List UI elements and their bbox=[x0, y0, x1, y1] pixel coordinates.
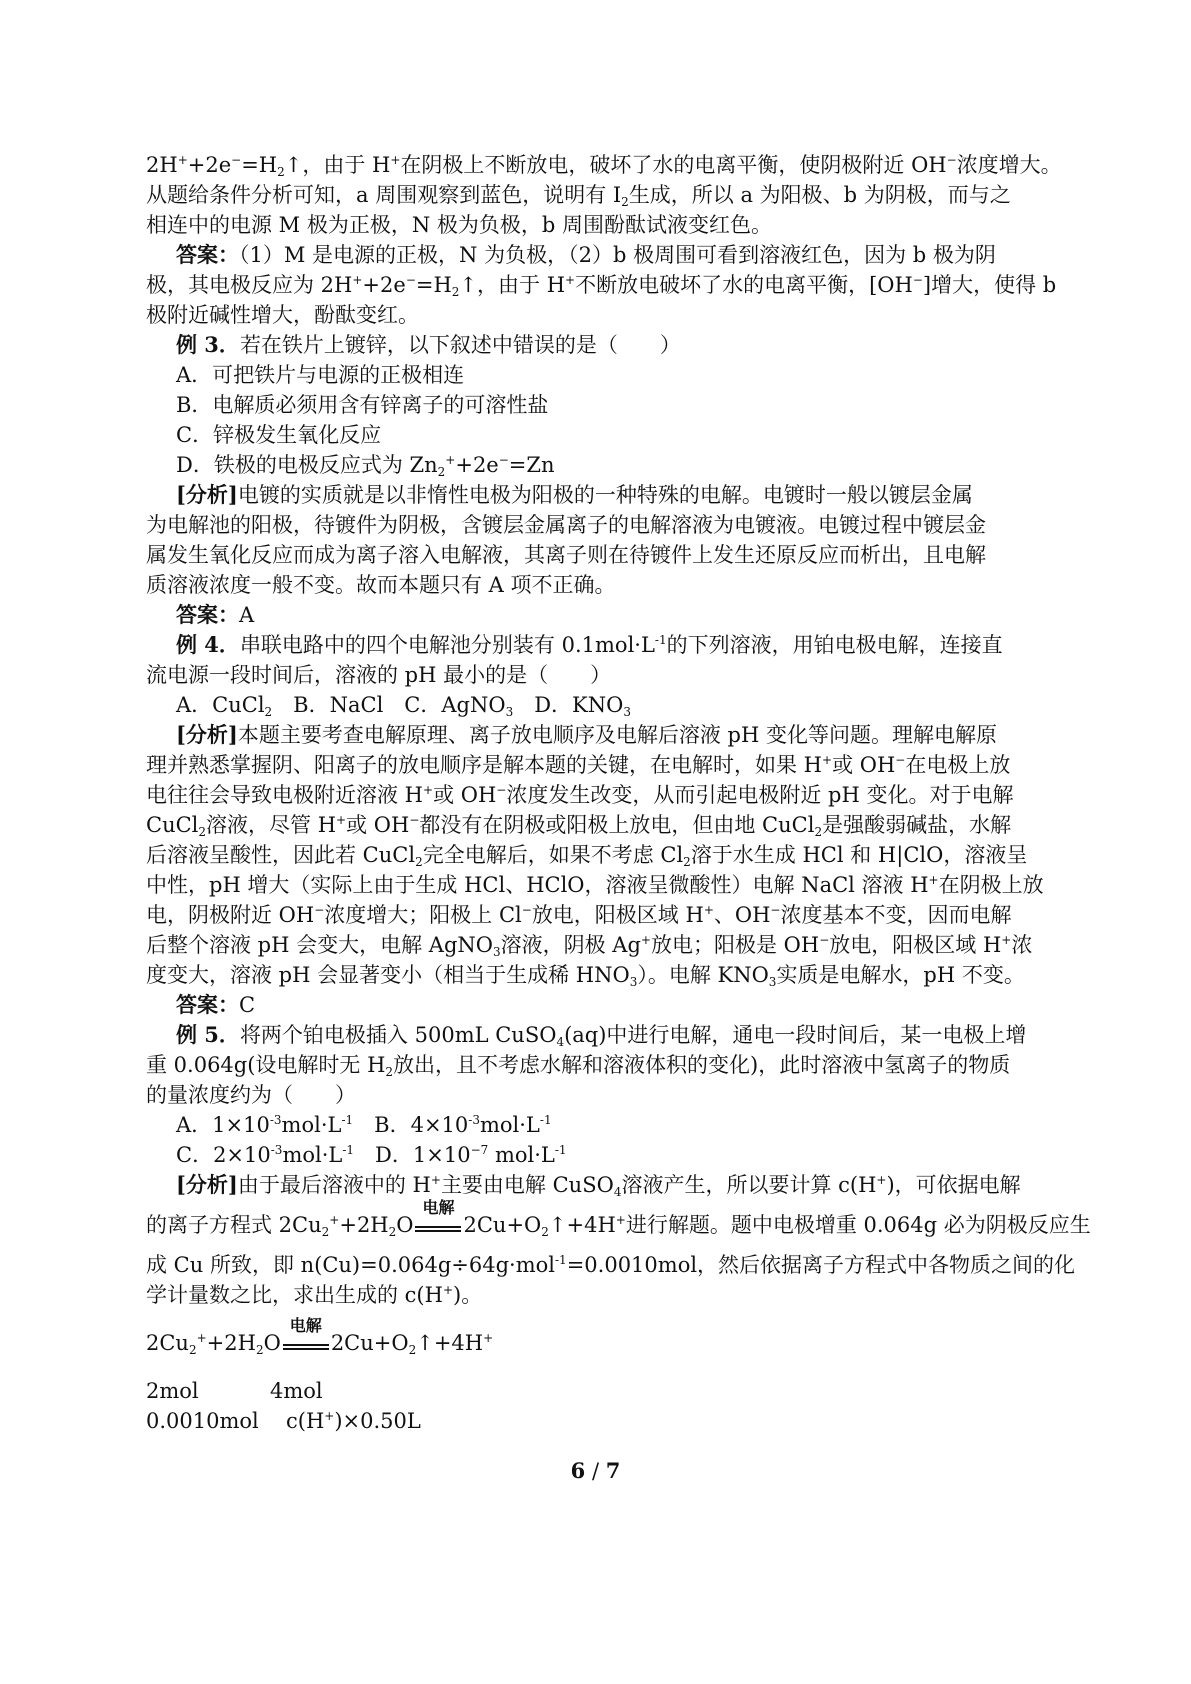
text-line: $2H^++2e^-=H_2↑$，由于 H+在阴极上不断放电，破坏了水的电离平衡，使阴极附近 OH−浓度增大。 bbox=[146, 153, 1062, 179]
analysis-label: [分析] bbox=[176, 482, 238, 507]
option-c: C．锌极发生氧化反应 bbox=[176, 423, 382, 447]
text-line: CuCl$_2$溶液，尽管 H+或 OH−都没有在阴极或阳极上放电，但由地 CuCl$_2$是强酸弱碱盐，水解 bbox=[146, 813, 1012, 839]
text-line: 度变大，溶液 pH 会显著变小（相当于生成稀 $HNO_3$）。电解 $KNO_3$实质是电解水，pH 不变。 bbox=[146, 963, 1025, 989]
calc-line: 2mol bbox=[146, 1379, 199, 1403]
example-label: 例 5． bbox=[176, 1022, 240, 1047]
answer-label: 答案： bbox=[176, 242, 239, 267]
example-label: 例 3． bbox=[176, 332, 240, 357]
analysis-line: [分析]本题主要考查电解原理、离子放电顺序及电解后溶液 pH 变化等问题。理解电解原 bbox=[176, 722, 997, 747]
analysis-line: [分析]由于最后溶液中的 H+主要由电解 CuSO$_4$溶液产生，所以要计算 c(H+)，可依据电解 bbox=[176, 1172, 1021, 1199]
text-line: 从题给条件分析可知，a 周围观察到蓝色，说明有 $I_2$生成，所以 a 为阳极、b 为阴极，而与之 bbox=[146, 183, 1011, 209]
text-line: 电往往会导致电极附近溶液 H+或 OH−浓度发生改变，从而引起电极附近 pH 变化。对于电解 bbox=[146, 783, 1014, 807]
electrolysis-arrow: 电解 bbox=[283, 1332, 329, 1358]
text-line: 成 Cu 所致，即 n(Cu)=0.064g÷64g·mol$^{-1}$=0.0010mol，然后依据离子方程式中各物质之间的化 bbox=[146, 1253, 1076, 1277]
example-5-question: 例 5．将两个铂电极插入 500mL CuSO$_4$(aq)中进行电解，通电一段时间后，某一电极上增 bbox=[176, 1022, 1027, 1049]
analysis-label: [分析] bbox=[176, 722, 238, 747]
text-line: 极附近碱性增大，酚酞变红。 bbox=[146, 303, 419, 327]
option-d: D．铁极的电极反应式为 $Zn_2^++2e^-=Zn$ bbox=[176, 453, 555, 479]
text-line: 属发生氧化反应而成为离子溶入电解液，其离子则在待镀件上发生还原反应而析出，且电解 bbox=[146, 543, 986, 567]
text-line: 中性，pH 增大（实际上由于生成 HCl、HClO，溶液呈微酸性）电解 NaCl 溶液 H+在阴极上放 bbox=[146, 873, 1044, 897]
example-label: 例 4． bbox=[176, 632, 240, 657]
options-line: A．$1\times 10^{-3}mol\cdot L^{-1}$ B．$4\times 10^{-3}mol\cdot L^{-1}$ bbox=[176, 1113, 552, 1137]
answer-label: 答案： bbox=[176, 992, 239, 1017]
text-line: 重 0.064g(设电解时无 $H_2$放出，且不考虑水解和溶液体积的变化)，此时溶液中氢离子的物质 bbox=[146, 1053, 1011, 1079]
example-3-question: 例 3．若在铁片上镀锌，以下叙述中错误的是（ ） bbox=[176, 332, 681, 357]
text-line: 学计量数之比，求出生成的 c(H+)。 bbox=[146, 1283, 483, 1307]
analysis-line: [分析]电镀的实质就是以非惰性电极为阳极的一种特殊的电解。电镀时一般以镀层金属 bbox=[176, 482, 973, 507]
text-line: 后整个溶液 pH 会变大，电解 AgNO$_3$溶液，阴极 Ag+放电；阳极是 OH−放电，阳极区域 H+浓 bbox=[146, 933, 1033, 959]
calc-line: 0.0010mol bbox=[146, 1409, 259, 1433]
options-line: A．CuCl$_2$ B．NaCl C．AgNO$_3$ D．$KNO_3$ bbox=[176, 693, 631, 719]
option-a: A．可把铁片与电源的正极相连 bbox=[176, 363, 465, 387]
calc-line-value: c(H+)×0.50L bbox=[286, 1409, 421, 1433]
text-line: 电，阴极附近 OH−浓度增大；阳极上 Cl−放电，阳极区域 H+、OH−浓度基本不变，因而电解 bbox=[146, 903, 1012, 927]
text-line: 极，其电极反应为 $2H^++2e^-=H_2↑$，由于 H+不断放电破坏了水的电离平衡，[OH−]增大，使得 b bbox=[146, 273, 1057, 299]
options-line: C．$2\times 10^{-3}mol\cdot L^{-1}$ D．$1\times 10^{-7}$ $mol\cdot L^{-1}$ bbox=[176, 1143, 567, 1167]
answer-line: 答案：C bbox=[176, 992, 256, 1017]
text-line: 为电解池的阳极，待镀件为阴极，含镀层金属离子的电解溶液为电镀液。电镀过程中镀层金 bbox=[146, 513, 986, 537]
text-line: 理并熟悉掌握阴、阳离子的放电顺序是解本题的关键，在电解时，如果 H+或 OH−在电极上放 bbox=[146, 753, 1011, 777]
text-line: 流电源一段时间后，溶液的 pH 最小的是（ ） bbox=[146, 663, 612, 687]
text-line: 的量浓度约为（ ） bbox=[146, 1083, 356, 1107]
page-number: 6 / 7 bbox=[570, 1458, 621, 1483]
text-line: 后溶液呈酸性，因此若 CuCl$_2$完全电解后，如果不考虑 $Cl_2$溶于水生成 HCl 和 H|ClO，溶液呈 bbox=[146, 843, 1028, 869]
analysis-label: [分析] bbox=[176, 1172, 238, 1197]
example-4-question: 例 4．串联电路中的四个电解池分别装有 $0.1mol\cdot L^{-1}$的下列溶液，用铂电极电解，连接直 bbox=[176, 632, 1003, 657]
text-line: 相连中的电源 M 极为正极，N 极为负极，b 周围酚酞试液变红色。 bbox=[146, 213, 773, 237]
answer-label: 答案： bbox=[176, 602, 239, 627]
option-b: B．电解质必须用含有锌离子的可溶性盐 bbox=[176, 393, 549, 417]
answer-line: 答案：A bbox=[176, 602, 255, 627]
electrolysis-arrow: 电解 bbox=[415, 1214, 461, 1240]
text-line: 的离子方程式 $2Cu_2^++2H_2O$ 电解 $2Cu+O_2↑+4H^+$进行解题。题中电极增重 0.064g 必为阴极反应生 bbox=[146, 1197, 1091, 1239]
calc-line-value: 4mol bbox=[270, 1379, 323, 1403]
text-line: 质溶液浓度一般不变。故而本题只有 A 项不正确。 bbox=[146, 573, 616, 597]
answer-line: 答案：（1）M 是电源的正极，N 为负极，（2）b 极周围可看到溶液红色，因为 b 极为阴 bbox=[176, 242, 996, 267]
equation-line: $2Cu_2^++2H_2O$ 电解 $2Cu+O_2↑+4H^+$ bbox=[146, 1315, 494, 1357]
